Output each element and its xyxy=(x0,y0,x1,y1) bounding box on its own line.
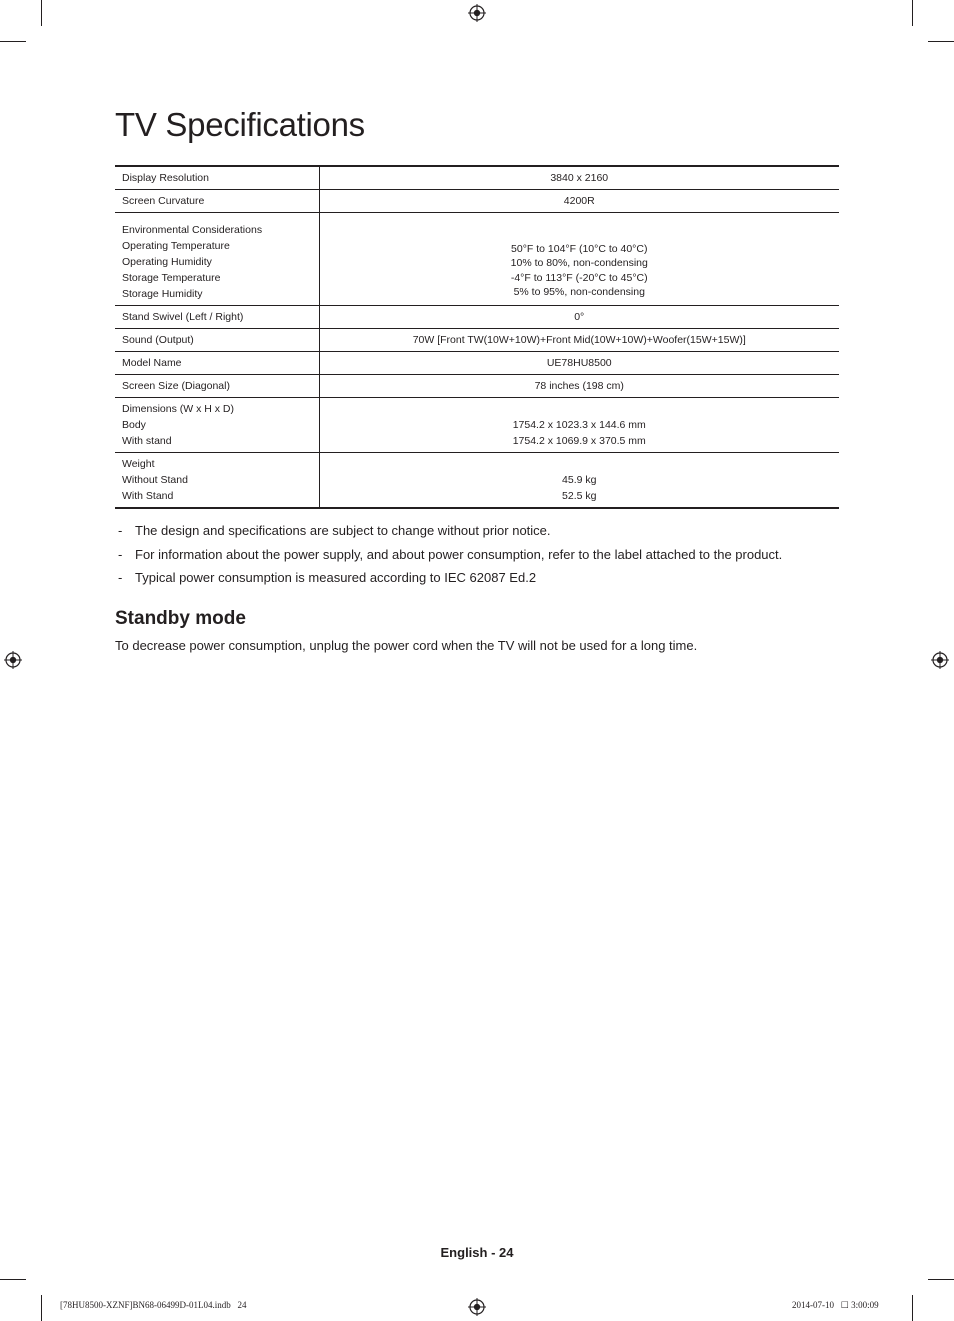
section-title: Standby mode xyxy=(115,608,246,629)
spec-value xyxy=(319,453,839,509)
table-row xyxy=(115,213,839,306)
spec-value-line: 50°F to 104°F (10°C to 40°C) xyxy=(511,242,648,255)
crop-mark xyxy=(912,1295,913,1321)
table-row xyxy=(115,375,839,398)
table-row xyxy=(115,329,839,352)
spec-label xyxy=(115,453,319,509)
note-text: For information about the power supply, and about power consumption, refer to the label attached to the product. xyxy=(135,546,783,562)
spec-label-line: Operating Temperature xyxy=(122,240,230,252)
spec-value: UE78HU8500 xyxy=(319,352,839,375)
spec-value xyxy=(319,398,839,453)
spec-label: Screen Curvature xyxy=(115,190,319,213)
table-row xyxy=(115,398,839,453)
crop-mark xyxy=(41,0,42,26)
list-item xyxy=(115,521,839,541)
spec-label-line: Operating Humidity xyxy=(122,256,212,268)
note-text: The design and specifications are subject to change without prior notice. xyxy=(135,523,551,538)
table-row xyxy=(115,352,839,375)
spec-value-line: -4°F to 113°F (-20°C to 45°C) xyxy=(510,271,648,284)
list-item xyxy=(115,545,839,565)
spec-value: 0° xyxy=(319,306,839,329)
spec-label: Display Resolution xyxy=(115,166,319,190)
list-dash: - xyxy=(118,570,123,585)
note-text: Typical power consumption is measured according to IEC 62087 Ed.2 xyxy=(135,570,537,585)
spec-label-line: With stand xyxy=(122,435,172,447)
spec-value xyxy=(319,213,839,306)
notes-list xyxy=(115,521,839,592)
print-slug-file: [78HU8500-XZNF]BN68-06499D-01L04.indb 24 xyxy=(60,1300,247,1310)
registration-mark-icon xyxy=(4,651,22,669)
crop-mark xyxy=(912,0,913,26)
spec-label-line: Weight xyxy=(122,458,155,470)
spec-label: Sound (Output) xyxy=(115,329,319,352)
table-row xyxy=(115,453,839,509)
spec-label: Screen Size (Diagonal) xyxy=(115,375,319,398)
spec-table xyxy=(115,165,839,509)
spec-value-line: 10% to 80%, non-condensing xyxy=(510,257,648,270)
spec-value: 3840 x 2160 xyxy=(319,166,839,190)
spec-label-line: Environmental Considerations xyxy=(122,224,263,236)
spec-label-line: Without Stand xyxy=(122,474,188,486)
spec-value: 70W [Front TW(10W+10W)+Front Mid(10W+10W)+Woofer(15W+15W)] xyxy=(319,329,839,352)
section-body: To decrease power consumption, unplug the power cord when the TV will not be used for a long time. xyxy=(115,638,698,653)
list-dash: - xyxy=(118,523,123,538)
table-row xyxy=(115,190,839,213)
spec-label-line: With Stand xyxy=(122,490,174,502)
spec-label-line: Dimensions (W x H x D) xyxy=(122,403,235,415)
print-slug-date: 2014-07-10 ☐ 3:00:09 xyxy=(792,1300,879,1310)
registration-mark-icon xyxy=(931,651,949,669)
table-row xyxy=(115,166,839,190)
table-row xyxy=(115,306,839,329)
crop-mark xyxy=(928,1279,954,1280)
page-number: English - 24 xyxy=(440,1245,514,1260)
spec-value-line: 52.5 kg xyxy=(562,490,597,502)
spec-label-line: Storage Temperature xyxy=(122,272,221,284)
spec-value-line: 1754.2 x 1069.9 x 370.5 mm xyxy=(512,435,646,447)
page-title: TV Specifications xyxy=(115,106,365,143)
registration-mark-icon xyxy=(468,4,486,22)
spec-value-line: 1754.2 x 1023.3 x 144.6 mm xyxy=(512,419,646,431)
spec-value-line: 5% to 95%, non-condensing xyxy=(513,286,645,299)
spec-value: 4200R xyxy=(319,190,839,213)
spec-value: 78 inches (198 cm) xyxy=(319,375,839,398)
spec-label-line: Body xyxy=(122,419,146,431)
crop-mark xyxy=(41,1295,42,1321)
crop-mark xyxy=(928,41,954,42)
spec-label xyxy=(115,398,319,453)
list-item xyxy=(115,568,839,588)
spec-label: Model Name xyxy=(115,352,319,375)
registration-mark-icon xyxy=(468,1298,486,1316)
list-dash: - xyxy=(118,546,123,562)
spec-value-line: 45.9 kg xyxy=(562,474,597,486)
spec-label-line: Storage Humidity xyxy=(122,288,203,300)
crop-mark xyxy=(0,1279,26,1280)
spec-label xyxy=(115,213,319,306)
crop-mark xyxy=(0,41,26,42)
spec-label: Stand Swivel (Left / Right) xyxy=(115,306,319,329)
